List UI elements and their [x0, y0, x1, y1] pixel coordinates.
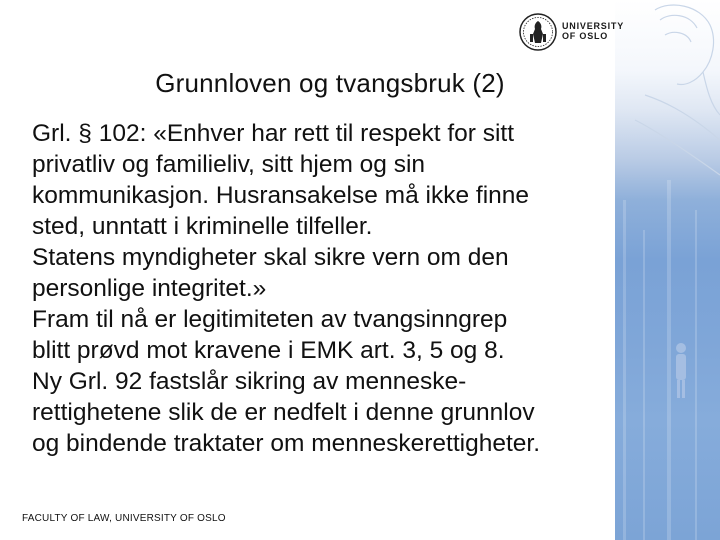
- university-logo: [518, 12, 633, 52]
- slide-title: Grunnloven og tvangsbruk (2): [155, 68, 505, 98]
- body-line: privatliv og familieliv, sitt hjem og sin: [32, 151, 426, 178]
- body-line: personlige integritet.»: [32, 275, 267, 302]
- university-name: [562, 21, 624, 41]
- body-line: sted, unntatt i kriminelle tilfeller.: [32, 213, 373, 240]
- university-name-line2: OF OSLO: [562, 31, 609, 41]
- body-line: Grl. § 102: «Enhver har rett til respekt for sitt: [32, 120, 515, 147]
- body-line: og bindende traktater om menneskerettigheter.: [32, 430, 541, 457]
- slide-footer: FACULTY OF LAW, UNIVERSITY OF OSLO: [22, 513, 226, 524]
- university-name-line1: UNIVERSITY: [562, 21, 625, 31]
- body-line: Statens myndigheter skal sikre vern om den: [32, 244, 509, 271]
- slide-body: [32, 118, 632, 459]
- university-seal-icon: [518, 12, 558, 52]
- body-line: kommunikasjon. Husransakelse må ikke finne: [32, 182, 530, 209]
- body-line: rettighetene slik de er nedfelt i denne grunnlov: [32, 399, 535, 426]
- body-line: blitt prøvd mot kravene i EMK art. 3, 5 og 8.: [32, 337, 505, 364]
- body-line: Ny Grl. 92 fastslår sikring av menneske-: [32, 368, 467, 395]
- body-line: Fram til nå er legitimiteten av tvangsinngrep: [32, 306, 508, 333]
